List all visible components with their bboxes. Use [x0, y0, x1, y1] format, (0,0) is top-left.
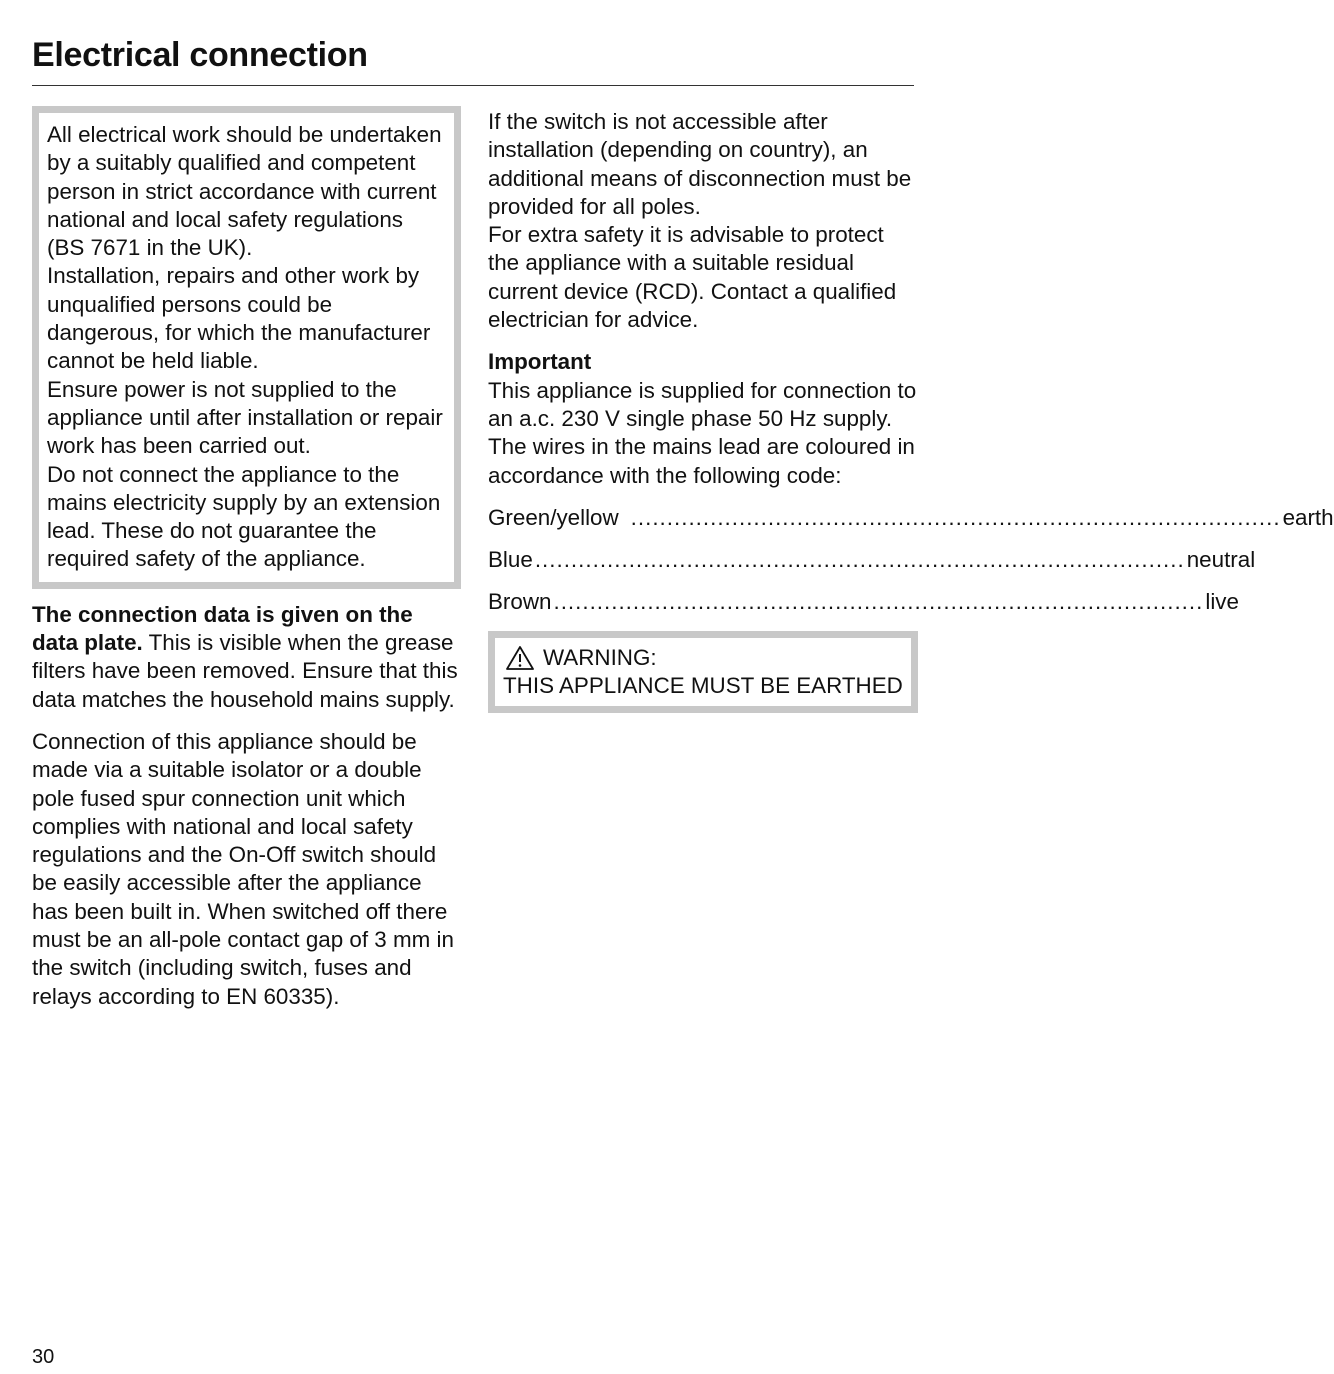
wire-meaning: earth: [1282, 504, 1334, 530]
warning-text: THIS APPLIANCE MUST BE EARTHED: [503, 673, 903, 699]
leader-dots: ..........................................................................................: [534, 547, 1185, 573]
safety-paragraph: Do not connect the appliance to the mains electricity supply by an extension lead. These do not guarantee the required safety of the appliance.: [47, 461, 441, 572]
safety-paragraph: Installation, repairs and other work by unqualified persons could be dangerous, for which the manufacturer cannot be held liable.: [47, 263, 431, 374]
safety-notice-box: [32, 106, 461, 589]
wire-color: Brown: [488, 589, 552, 615]
warning-triangle-icon: [505, 645, 535, 671]
right-column: [488, 108, 1334, 713]
switch-text: If the switch is not accessible after installation (depending on country), an additional means of disconnection must be provided for all poles.: [488, 109, 912, 219]
warning-label: WARNING:: [543, 644, 657, 670]
leader-dots: ..........................................................................................: [630, 504, 1281, 530]
page-title: Electrical connection: [32, 36, 368, 74]
rcd-text: For extra safety it is advisable to protect the appliance with a suitable residual current device (RCD). Contact a qualified electrician for advice.: [488, 222, 897, 333]
important-text: This appliance is supplied for connection to an a.c. 230 V single phase 50 Hz supply. The wires in the mains lead are coloured in accordance with the following code:: [488, 377, 917, 488]
page-number: 30: [32, 1346, 55, 1368]
wire-code-row: [488, 504, 1334, 532]
left-column: [32, 106, 462, 1011]
safety-paragraph: All electrical work should be undertaken by a suitably qualified and competent person in strict accordance with current national and local safety regulations (BS 7671 in the UK).: [47, 122, 442, 261]
wire-color: Blue: [488, 547, 533, 573]
safety-paragraph: Ensure power is not supplied to the appliance until after installation or repair work has been carried out.: [47, 376, 443, 459]
important-section: [488, 348, 918, 489]
warning-box: [488, 631, 918, 714]
wire-meaning: live: [1205, 589, 1239, 615]
wire-meaning: neutral: [1186, 547, 1256, 573]
wire-color: Green/yellow: [488, 504, 619, 530]
wire-code-row: [488, 588, 1239, 616]
data-plate-paragraph: [32, 601, 462, 714]
title-divider: [32, 85, 914, 86]
data-plate-bold-text: The connection data is given on the data plate.: [32, 601, 413, 656]
warning-header: [503, 644, 903, 672]
wire-code-row: [488, 546, 1256, 574]
switch-paragraph: [488, 108, 918, 334]
isolator-paragraph: Connection of this appliance should be made via a suitable isolator or a double pole fused spur connection unit which complies with national and local safety regulations and the On-Off switch should be easily accessible after the appliance has been built in. When switched off there must be an all-pole contact gap of 3 mm in the switch (including switch, fuses and relays according to EN 60335).: [32, 728, 454, 1009]
data-plate-text: This is visible when the grease filters have been removed. Ensure that this data matches the household mains supply.: [32, 630, 458, 712]
leader-dots: ..........................................................................................: [553, 589, 1204, 615]
important-heading: Important: [488, 349, 592, 375]
